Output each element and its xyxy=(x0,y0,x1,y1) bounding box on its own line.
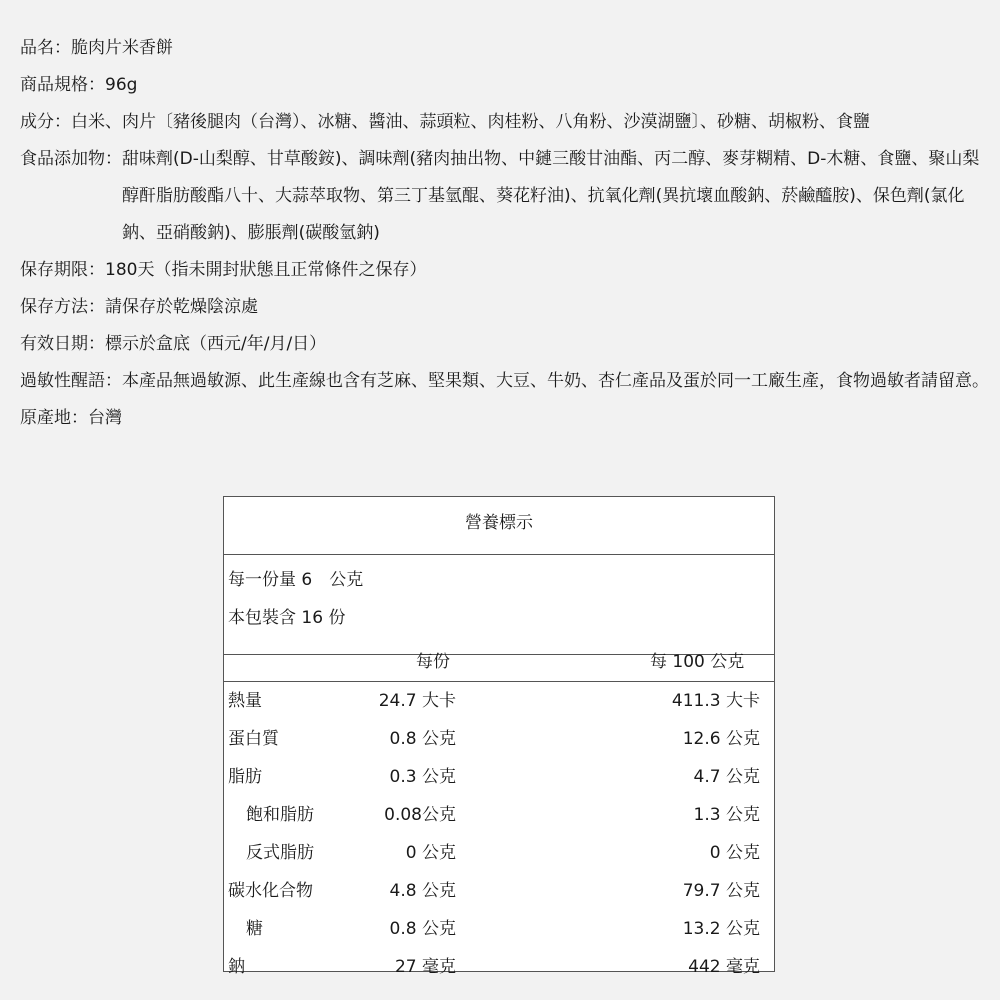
expiry-value: 標示於盒底（西元/年/月/日） xyxy=(105,334,327,354)
serving-info xyxy=(224,561,774,655)
storage-label: 保存方法： xyxy=(20,297,105,317)
shelf-life-row xyxy=(20,252,995,289)
additives-label: 食品添加物： xyxy=(20,149,122,169)
nutrient-per-100g: 0 公克 xyxy=(709,843,760,863)
expiry-label: 有效日期： xyxy=(20,334,105,354)
storage-value: 請保存於乾燥陰涼處 xyxy=(105,297,258,317)
nutrient-per-serving: 0 公克 xyxy=(405,843,456,863)
nutrition-rows xyxy=(224,682,774,986)
per-100g-header: 每 100 公克 xyxy=(650,652,745,672)
ingredients-label: 成分： xyxy=(20,112,71,132)
origin-row xyxy=(20,400,995,437)
nutrient-per-100g: 79.7 公克 xyxy=(682,881,760,901)
ingredients-value: 白米、肉片〔豬後腿肉（台灣）、冰糖、醬油、蒜頭粒、肉桂粉、八角粉、沙漠湖鹽〕、砂糖、胡椒粉、食鹽 xyxy=(71,112,870,132)
product-name-value: 脆肉片米香餅 xyxy=(71,38,173,58)
nutrient-name: 熱量 xyxy=(228,691,262,711)
product-name-label: 品名： xyxy=(20,38,71,58)
nutrient-per-serving: 0.3 公克 xyxy=(389,767,456,787)
nutrient-row-sodium xyxy=(224,948,774,986)
nutrient-row-sugar xyxy=(224,910,774,948)
nutrient-row-fat xyxy=(224,758,774,796)
origin-value: 台灣 xyxy=(88,408,122,428)
ingredients-row xyxy=(20,104,995,141)
nutrient-name: 反式脂肪 xyxy=(246,843,314,863)
nutrient-name: 脂肪 xyxy=(228,767,262,787)
nutrient-per-serving: 4.8 公克 xyxy=(389,881,456,901)
nutrient-name: 飽和脂肪 xyxy=(246,805,314,825)
nutrient-per-100g: 13.2 公克 xyxy=(682,919,760,939)
storage-row xyxy=(20,289,995,326)
nutrient-name: 糖 xyxy=(246,919,263,939)
nutrient-row-energy xyxy=(224,682,774,720)
product-spec-label: 商品規格： xyxy=(20,75,105,95)
nutrient-per-serving: 0.08公克 xyxy=(384,805,456,825)
nutrient-row-carbohydrate xyxy=(224,872,774,910)
nutrition-title: 營養標示 xyxy=(224,497,774,555)
additives-value: 甜味劑(D-山梨醇、甘草酸銨)、調味劑(豬肉抽出物、中鏈三酸甘油酯、丙二醇、麥芽糊精、D-木糖、食鹽、聚山梨醇酐脂肪酸酯八十、大蒜萃取物、第三丁基氫醌、葵花籽油)、抗氧化劑(異抗壞血酸鈉、菸鹼醯胺)、保色劑(氯化鈉、亞硝酸鈉)、膨脹劑(碳酸氫鈉) xyxy=(122,149,980,243)
per-serving-header: 每份 xyxy=(416,652,450,672)
nutrient-per-100g: 4.7 公克 xyxy=(693,767,760,787)
nutrient-per-serving: 0.8 公克 xyxy=(389,919,456,939)
product-spec-value: 96g xyxy=(105,75,138,95)
nutrient-row-saturated-fat xyxy=(224,796,774,834)
nutrient-name: 蛋白質 xyxy=(228,729,279,749)
nutrient-per-serving: 24.7 大卡 xyxy=(378,691,456,711)
nutrient-per-serving: 27 毫克 xyxy=(394,957,456,977)
nutrient-per-serving: 0.8 公克 xyxy=(389,729,456,749)
servings-per-package: 本包裝含 16 份 xyxy=(228,608,346,628)
nutrient-per-100g: 411.3 大卡 xyxy=(671,691,760,711)
nutrient-row-protein xyxy=(224,720,774,758)
shelf-life-value: 180天（指未開封狀態且正常條件之保存） xyxy=(105,260,427,280)
allergy-row xyxy=(20,363,995,400)
serving-size: 每一份量 6 公克 xyxy=(228,570,364,590)
nutrient-name: 鈉 xyxy=(228,957,245,977)
product-info xyxy=(20,30,995,437)
product-name-row xyxy=(20,30,995,67)
origin-label: 原產地： xyxy=(20,408,88,428)
shelf-life-label: 保存期限： xyxy=(20,260,105,280)
nutrient-per-100g: 12.6 公克 xyxy=(682,729,760,749)
product-spec-row xyxy=(20,67,995,104)
nutrient-name: 碳水化合物 xyxy=(228,881,313,901)
nutrient-per-100g: 1.3 公克 xyxy=(693,805,760,825)
nutrition-table xyxy=(223,496,775,977)
nutrient-row-trans-fat xyxy=(224,834,774,872)
additives-row xyxy=(20,141,995,252)
allergy-label: 過敏性醒語： xyxy=(20,371,122,391)
allergy-value: 本產品無過敏源、此生產線也含有芝麻、堅果類、大豆、牛奶、杏仁產品及蛋於同一工廠生產，食物過敏者請留意。 xyxy=(122,371,989,391)
nutrient-per-100g: 442 毫克 xyxy=(688,957,760,977)
nutrition-column-headers xyxy=(224,652,774,682)
expiry-row xyxy=(20,326,995,363)
